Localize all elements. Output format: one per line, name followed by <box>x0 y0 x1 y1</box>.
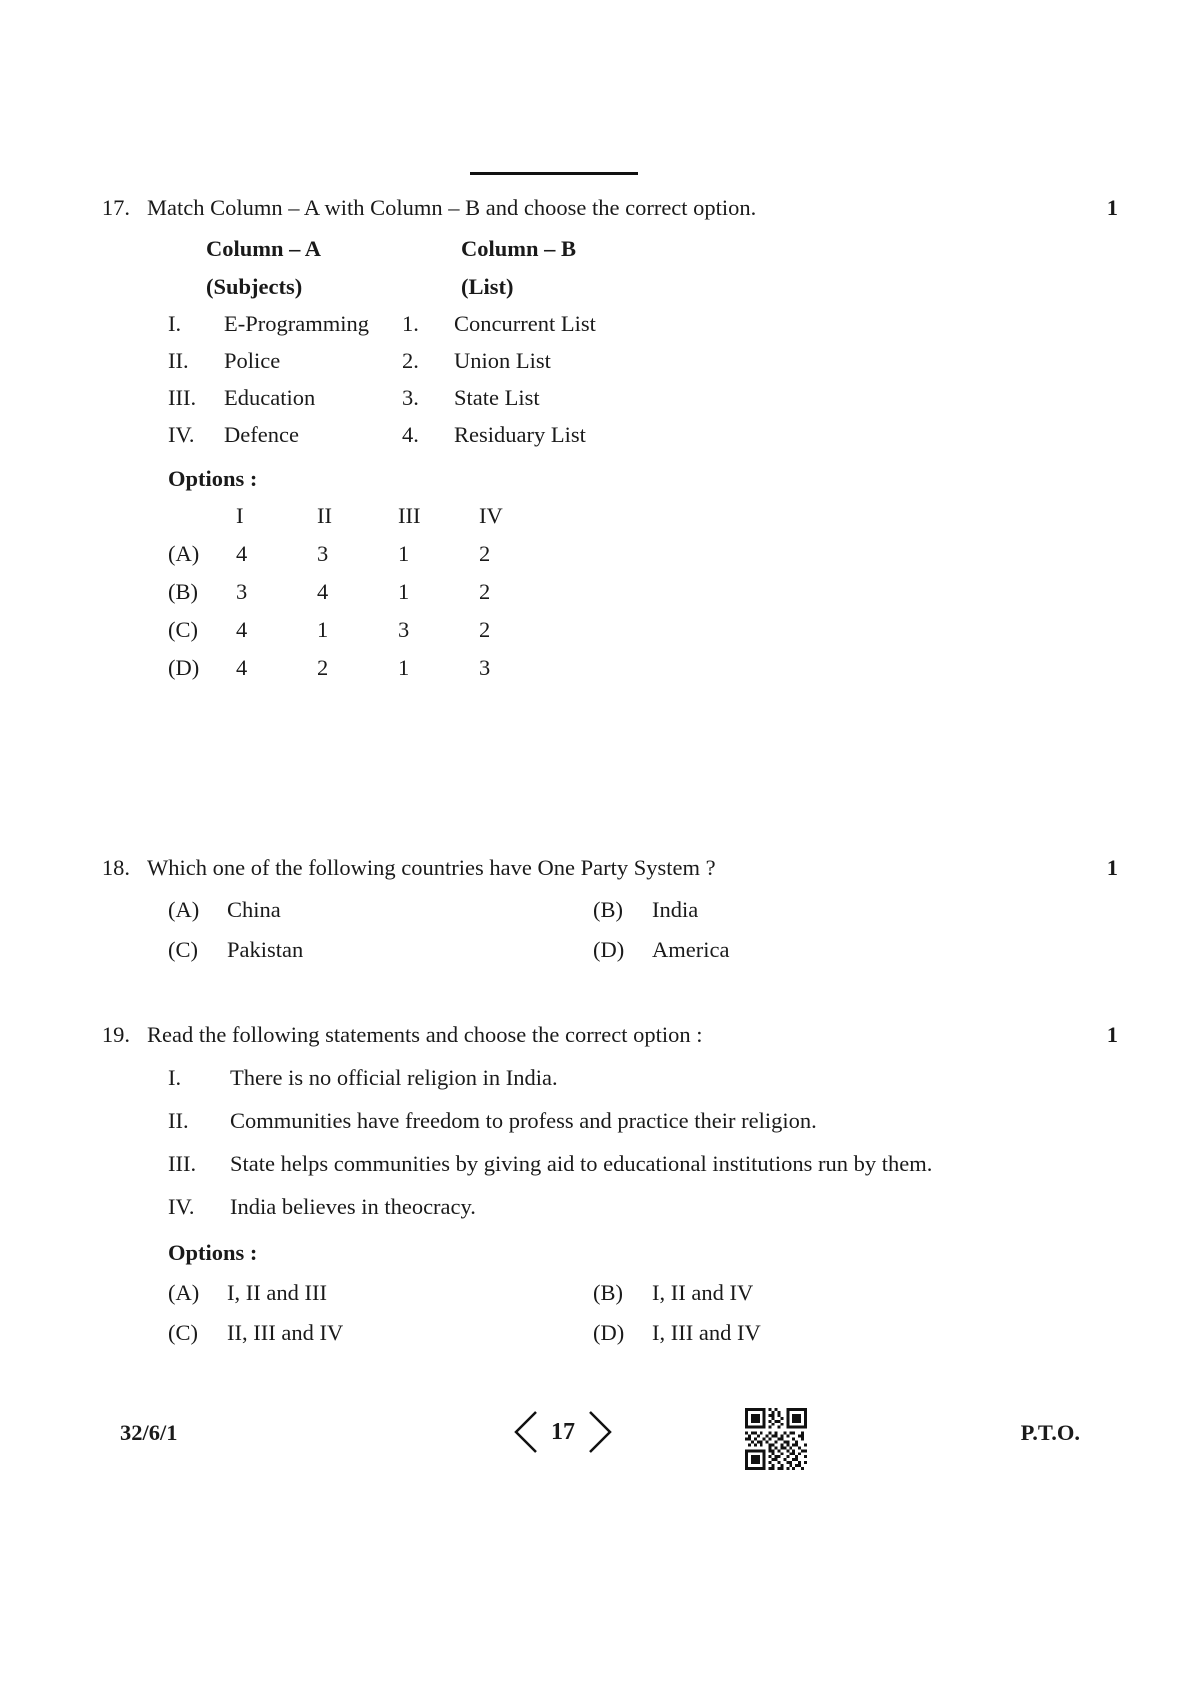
column-b-heading: Column – B <box>461 236 577 261</box>
statement-row <box>147 1149 1118 1179</box>
column-b-subheading: (List) <box>461 274 514 299</box>
option-value-i: 3 <box>236 579 248 604</box>
page-number: 17 <box>551 1419 575 1445</box>
match-row <box>147 422 1118 448</box>
left-label: E-Programming <box>224 311 369 336</box>
option-value-ii: 3 <box>317 541 329 566</box>
option-d[interactable] <box>572 937 997 963</box>
option-value-iv: 3 <box>479 655 491 680</box>
question-18-options-row-1 <box>147 897 1118 923</box>
option-label: (A) <box>168 1280 200 1305</box>
option-row-b[interactable] <box>147 579 1118 605</box>
question-17-options-label: Options : <box>168 466 258 491</box>
options-header-ii: II <box>317 503 332 528</box>
question-17-number: 17. <box>101 195 130 220</box>
option-value-iii: 3 <box>398 617 410 642</box>
option-value: I, III and IV <box>652 1320 761 1345</box>
left-index: II. <box>168 348 189 373</box>
statement-text: India believes in theocracy. <box>230 1194 476 1219</box>
option-value-i: 4 <box>236 541 248 566</box>
right-label: Union List <box>454 348 551 373</box>
right-index: 1. <box>402 311 419 336</box>
option-b[interactable] <box>572 1280 997 1306</box>
statement-row <box>147 1106 1118 1136</box>
option-value-ii: 1 <box>317 617 329 642</box>
right-label: Concurrent List <box>454 311 596 336</box>
options-header-blank <box>147 503 231 529</box>
option-label: (B) <box>593 897 623 922</box>
option-row-c[interactable] <box>147 617 1118 643</box>
option-label: (A) <box>168 541 200 566</box>
header-rule <box>470 172 638 175</box>
column-a-heading: Column – A <box>206 236 322 261</box>
left-index: III. <box>168 385 197 410</box>
question-17-column-subheadings <box>147 274 1118 300</box>
left-index: I. <box>168 311 182 336</box>
question-18-marks: 1 <box>1106 855 1118 880</box>
option-row-d[interactable] <box>147 655 1118 681</box>
right-index: 2. <box>402 348 419 373</box>
option-value: India <box>652 897 699 922</box>
option-d[interactable] <box>572 1320 997 1346</box>
left-label: Defence <box>224 422 299 447</box>
question-18-text: Which one of the following countries have One Party System ? <box>147 855 716 880</box>
option-value-ii: 2 <box>317 655 329 680</box>
option-value: I, II and IV <box>652 1280 754 1305</box>
option-label: (C) <box>168 617 198 642</box>
match-row <box>147 385 1118 411</box>
statement-index: III. <box>168 1151 197 1176</box>
match-row <box>147 311 1118 337</box>
option-value: America <box>652 937 730 962</box>
option-value-iv: 2 <box>479 617 491 642</box>
right-index: 4. <box>402 422 419 447</box>
option-b[interactable] <box>572 897 997 923</box>
option-value-ii: 4 <box>317 579 329 604</box>
question-17-text: Match Column – A with Column – B and choose the correct option. <box>147 195 757 220</box>
question-18-options-row-2 <box>147 937 1118 963</box>
option-value-iv: 2 <box>479 579 491 604</box>
question-19-text: Read the following statements and choose the correct option : <box>147 1022 703 1047</box>
option-label: (C) <box>168 937 198 962</box>
option-label: (B) <box>593 1280 623 1305</box>
question-19-options-row-2 <box>147 1320 1118 1346</box>
question-19-marks: 1 <box>1106 1022 1118 1047</box>
option-value: Pakistan <box>227 937 304 962</box>
option-label: (D) <box>593 1320 625 1345</box>
option-value-i: 4 <box>236 655 248 680</box>
pto-label: P.T.O. <box>1020 1420 1080 1445</box>
question-17-options-table <box>147 503 1118 681</box>
paper-code: 32/6/1 <box>120 1420 178 1445</box>
left-index: IV. <box>168 422 195 447</box>
option-label: (A) <box>168 897 200 922</box>
option-value: II, III and IV <box>227 1320 344 1345</box>
statement-text: State helps communities by giving aid to educational institutions run by them. <box>230 1151 933 1176</box>
option-value-iii: 1 <box>398 541 410 566</box>
option-label: (D) <box>168 655 200 680</box>
option-value: I, II and III <box>227 1280 327 1305</box>
left-label: Police <box>224 348 281 373</box>
right-index: 3. <box>402 385 419 410</box>
qr-code <box>745 1408 807 1470</box>
options-header-row <box>147 503 1118 529</box>
option-value-iv: 2 <box>479 541 491 566</box>
statement-index: II. <box>168 1108 189 1133</box>
question-17-column-headings <box>147 236 1118 262</box>
statement-text: There is no official religion in India. <box>230 1065 558 1090</box>
question-19 <box>73 1020 1118 1346</box>
option-a[interactable] <box>147 1280 572 1306</box>
right-label: State List <box>454 385 540 410</box>
option-label: (B) <box>168 579 198 604</box>
page-number-badge <box>508 1408 618 1456</box>
option-c[interactable] <box>147 937 572 963</box>
option-value-iii: 1 <box>398 579 410 604</box>
statement-text: Communities have freedom to profess and practice their religion. <box>230 1108 817 1133</box>
option-label: (C) <box>168 1320 198 1345</box>
left-label: Education <box>224 385 316 410</box>
option-value-iii: 1 <box>398 655 410 680</box>
column-a-subheading: (Subjects) <box>206 274 303 299</box>
statement-row <box>147 1063 1118 1093</box>
match-row <box>147 348 1118 374</box>
question-18-number: 18. <box>101 855 130 880</box>
options-header-iv: IV <box>479 503 503 528</box>
statement-row <box>147 1192 1118 1222</box>
question-17-marks: 1 <box>1106 195 1118 220</box>
option-row-a[interactable] <box>147 541 1118 567</box>
option-label: (D) <box>593 937 625 962</box>
right-label: Residuary List <box>454 422 586 447</box>
option-a[interactable] <box>147 897 572 923</box>
page-footer <box>0 1400 1190 1480</box>
statement-index: IV. <box>168 1194 195 1219</box>
statement-index: I. <box>168 1065 182 1090</box>
options-header-i: I <box>236 503 244 528</box>
option-value-i: 4 <box>236 617 248 642</box>
question-19-options-row-1 <box>147 1280 1118 1306</box>
question-19-options-label: Options : <box>168 1240 258 1265</box>
options-header-iii: III <box>398 503 421 528</box>
option-value: China <box>227 897 281 922</box>
question-19-number: 19. <box>101 1022 130 1047</box>
question-17 <box>73 193 1118 681</box>
option-c[interactable] <box>147 1320 572 1346</box>
question-18 <box>73 853 1118 963</box>
